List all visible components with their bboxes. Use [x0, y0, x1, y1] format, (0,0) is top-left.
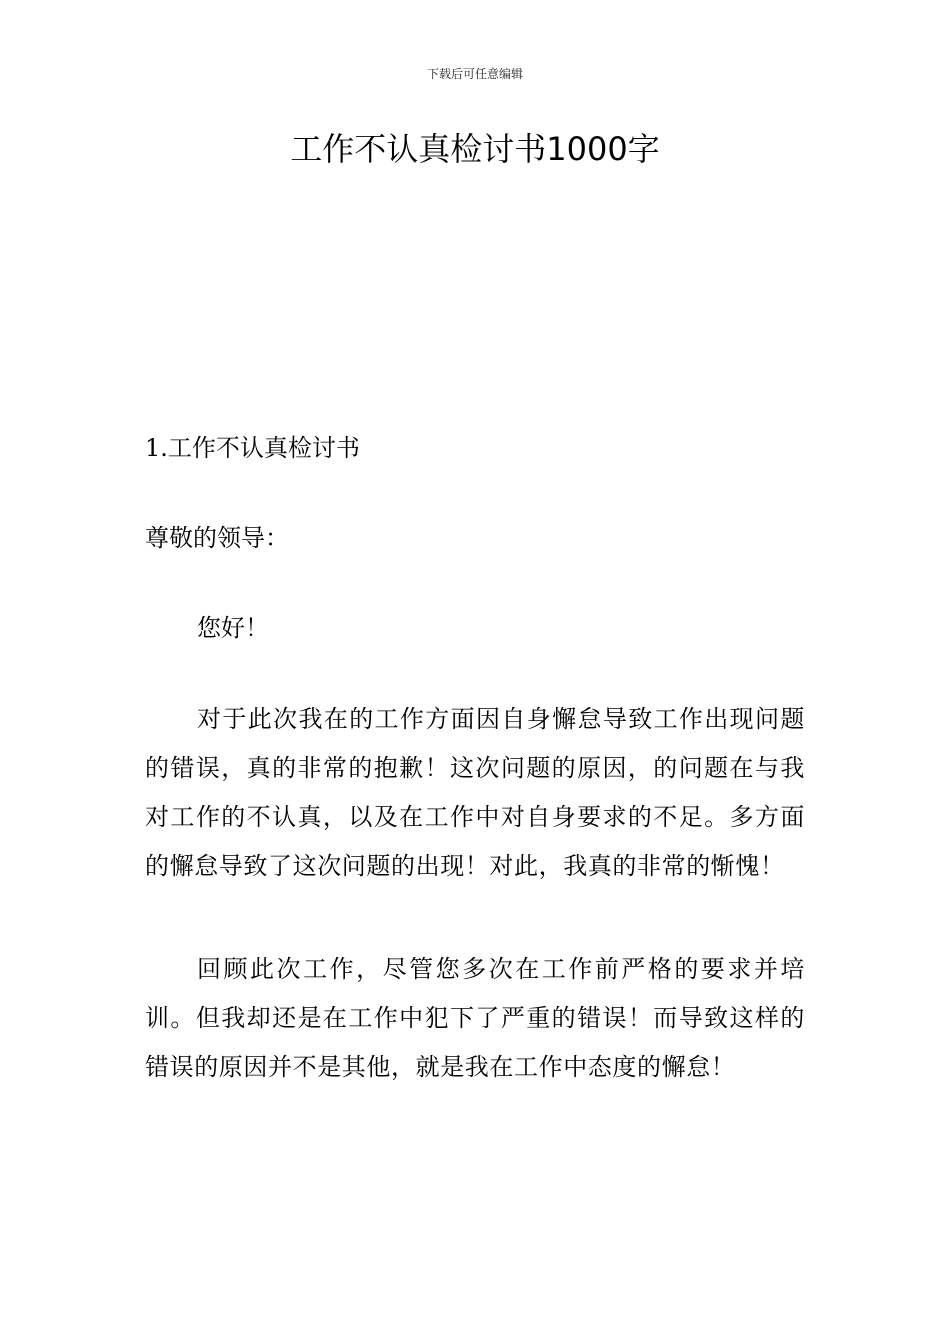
salutation: 尊敬的领导： — [145, 524, 289, 552]
document-title: 工作不认真检讨书1000字 — [290, 130, 660, 168]
section-heading: 1.工作不认真检讨书 — [145, 434, 360, 462]
greeting: 您好！ — [197, 614, 269, 642]
body-paragraph: 回顾此次工作，尽管您多次在工作前严格的要求并培训。但我却还是在工作中犯下了严重的错误！而导致这样的错误的原因并不是其他，就是我在工作中态度的懈怠！ — [145, 955, 805, 1081]
header-note: 下载后可任意编辑 — [426, 67, 523, 81]
document-body — [145, 430, 805, 1092]
body-paragraph: 对于此次我在的工作方面因自身懈怠导致工作出现问题的错误，真的非常的抱歉！这次问题的原因，的问题在与我对工作的不认真，以及在工作中对自身要求的不足。多方面的懈怠导致了这次问题的出现！对此，我真的非常的惭愧！ — [145, 705, 805, 880]
